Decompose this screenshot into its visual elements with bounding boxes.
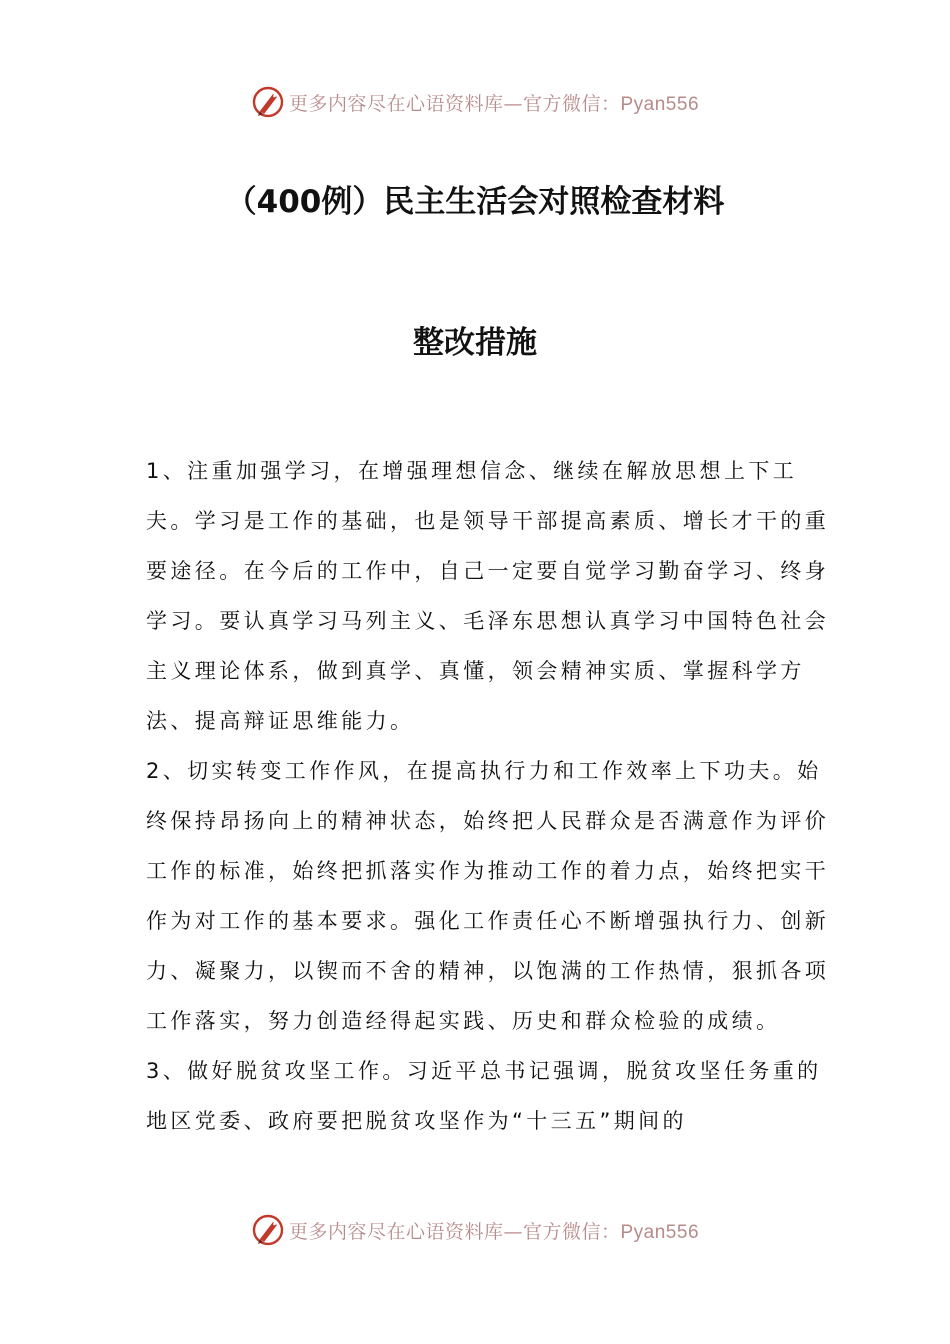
- paragraph-3: 3、做好脱贫攻坚工作。习近平总书记强调，脱贫攻坚任务重的地区党委、政府要把脱贫攻坚作为“十三五”期间的: [146, 1059, 822, 1133]
- footer-watermark-banner: [0, 1210, 950, 1250]
- header-wechat-id: Pyan556: [620, 93, 700, 115]
- paragraph-1: 1、注重加强学习，在增强理想信念、继续在解放思想上下工夫。学习是工作的基础，也是领导干部提高素质、增长才干的重要途径。在今后的工作中，自己一定要自觉学习勤奋学习、终身学习。要认真学习马列主义、毛泽东思想认真学习中国特色社会主义理论体系，做到真学、真懂，领会精神实质、掌握科学方法、提高辩证思维能力。: [146, 459, 830, 733]
- header-watermark-banner: [0, 82, 950, 122]
- document-subtitle: 整改措施: [413, 325, 537, 361]
- pen-nib-logo-icon: [251, 1213, 285, 1247]
- header-watermark-text: 更多内容尽在心语资料库—官方微信：Pyan556: [288, 92, 700, 115]
- paragraph-2: 2、切实转变工作作风，在提高执行力和工作效率上下功夫。始终保持昂扬向上的精神状态，始终把人民群众是否满意作为评价工作的标准，始终把抓落实作为推动工作的着力点，始终把实干作为对工作的基本要求。强化工作责任心不断增强执行力、创新力、凝聚力，以锲而不舍的精神，以饱满的工作热情，狠抓各项工作落实，努力创造经得起实践、历史和群众检验的成绩。: [146, 759, 830, 1033]
- document-body: [146, 446, 836, 1146]
- footer-watermark-text: 更多内容尽在心语资料库—官方微信：Pyan556: [288, 1220, 700, 1243]
- footer-wechat-id: Pyan556: [620, 1221, 700, 1243]
- pen-nib-logo-icon: [251, 85, 285, 119]
- document-title: （400例）民主生活会对照检查材料: [225, 184, 725, 220]
